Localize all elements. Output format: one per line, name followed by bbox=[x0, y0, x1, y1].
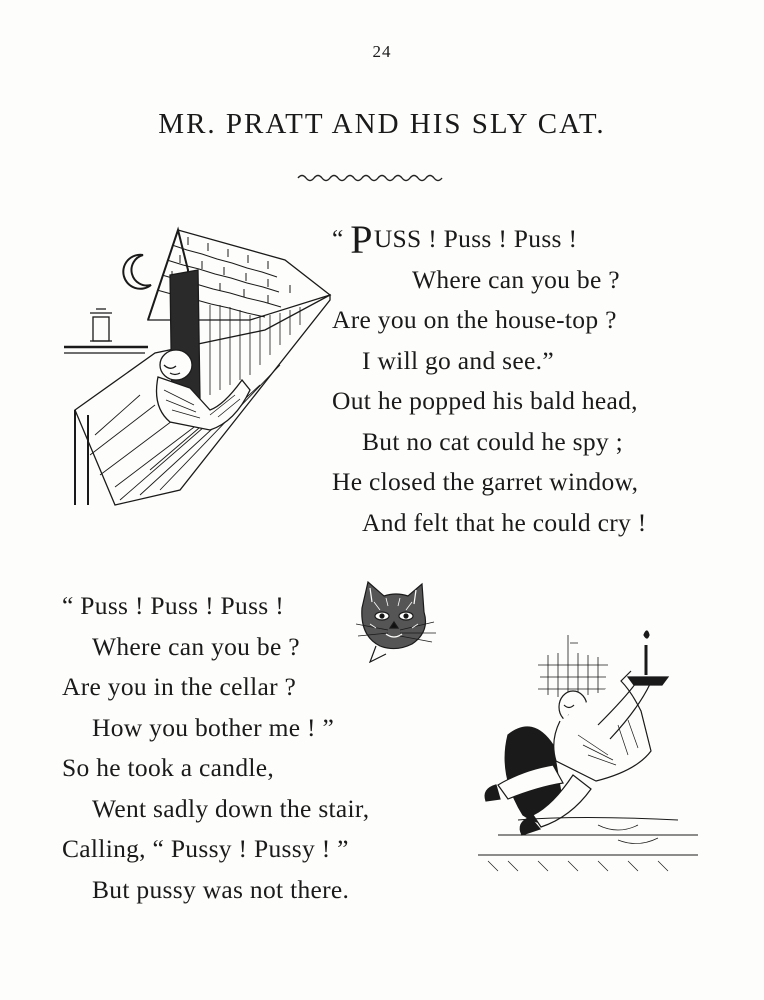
stanza-1-line-4: I will go and see.” bbox=[362, 345, 554, 375]
open-quote: “ bbox=[332, 224, 351, 253]
drop-cap: P bbox=[350, 217, 373, 262]
wavy-rule-ornament bbox=[296, 172, 446, 184]
page-title: MR. PRATT AND HIS SLY CAT. bbox=[158, 108, 606, 140]
man-at-garret-window-illustration bbox=[60, 225, 335, 515]
stanza-1-line-1 bbox=[332, 219, 647, 260]
stanza-1-line-3: Are you on the house-top ? bbox=[332, 305, 617, 334]
stanza-2-line-3: Are you in the cellar ? bbox=[62, 672, 297, 701]
stanza-1-line-2: Where can you be ? bbox=[412, 264, 620, 294]
page-number: 24 bbox=[372, 42, 392, 61]
man-sitting-with-candle-illustration bbox=[478, 625, 698, 905]
stanza-2-line-2: Where can you be ? bbox=[92, 631, 300, 661]
stanza-2-line-8: But pussy was not there. bbox=[92, 874, 350, 904]
stanza-1-line-5: Out he popped his bald head, bbox=[332, 386, 638, 415]
stanza-2-line-4: How you bother me ! ” bbox=[92, 712, 335, 742]
stanza-1-line-1-rest: USS ! Puss ! Puss ! bbox=[373, 224, 578, 253]
stanza-2 bbox=[62, 586, 369, 910]
stanza-1 bbox=[332, 219, 647, 543]
stanza-2-line-7: Calling, “ Pussy ! Pussy ! ” bbox=[62, 834, 349, 863]
stanza-1-line-7: He closed the garret window, bbox=[332, 467, 639, 496]
stanza-1-line-6: But no cat could he spy ; bbox=[362, 426, 624, 456]
stanza-2-line-1: “ Puss ! Puss ! Puss ! bbox=[62, 591, 284, 620]
stanza-2-line-6: Went sadly down the stair, bbox=[92, 793, 370, 823]
stanza-1-line-8: And felt that he could cry ! bbox=[362, 507, 647, 537]
stanza-2-line-5: So he took a candle, bbox=[62, 753, 275, 782]
